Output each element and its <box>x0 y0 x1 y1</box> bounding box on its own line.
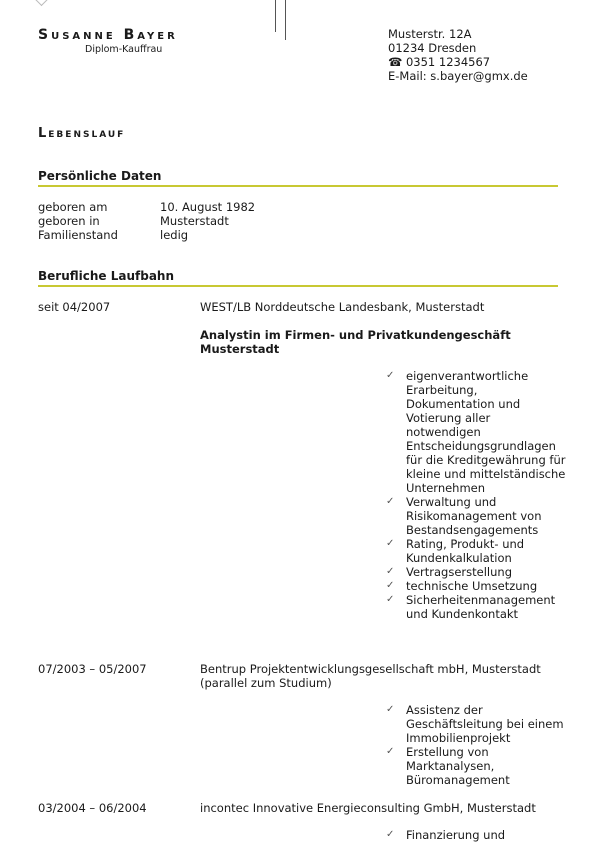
responsibility-text: Vertragserstellung <box>406 565 512 579</box>
check-icon: ✓ <box>386 580 395 591</box>
contact-address <box>388 27 528 83</box>
email: E-Mail: s.bayer@gmx.de <box>388 69 528 83</box>
phone <box>388 55 528 69</box>
city: 01234 Dresden <box>388 41 477 55</box>
responsibility-text: technische Umsetzung <box>406 579 538 593</box>
list-item <box>386 703 566 745</box>
list-item <box>386 537 566 565</box>
responsibility-text: Rating, Produkt- und Kundenkalkulation <box>406 537 525 565</box>
list-item <box>386 593 566 621</box>
list-item <box>386 745 566 787</box>
check-icon: ✓ <box>386 594 395 605</box>
phone-number: 0351 1234567 <box>405 55 491 69</box>
job-responsibilities <box>386 369 566 621</box>
decorative-line <box>275 0 276 32</box>
check-icon: ✓ <box>386 566 395 577</box>
list-item <box>386 369 566 495</box>
job-employer: incontec Innovative Energieconsulting GmbH, Musterstadt <box>200 801 536 815</box>
personal-label: geboren in <box>38 214 100 228</box>
check-icon: ✓ <box>386 746 395 757</box>
document-heading: Lebenslauf <box>38 126 126 141</box>
personal-value: Musterstadt <box>160 214 229 228</box>
decorative-line <box>285 0 286 40</box>
job-date: 07/2003 – 05/2007 <box>38 662 147 676</box>
responsibility-text: Erstellung von Marktanalysen, Büromanagement <box>406 745 510 787</box>
job-employer: WEST/LB Norddeutsche Landesbank, Musterstadt <box>200 300 485 314</box>
personal-label: Familienstand <box>38 228 118 242</box>
personal-value: 10. August 1982 <box>160 200 256 214</box>
applicant-title: Diplom-Kauffrau <box>85 44 163 55</box>
job-position: Analystin im Firmen- und Privatkundengeschäft Musterstadt <box>200 328 511 356</box>
section-career: Berufliche Laufbahn <box>38 269 558 287</box>
decorative-chevron <box>31 0 52 6</box>
job-responsibilities <box>386 703 566 787</box>
list-item <box>386 579 566 593</box>
job-responsibilities <box>386 828 566 842</box>
list-item <box>386 828 566 842</box>
check-icon: ✓ <box>386 496 395 507</box>
job-date: seit 04/2007 <box>38 300 111 314</box>
job-employer: Bentrup Projektentwicklungsgesellschaft mbH, Musterstadt (parallel zum Studium) <box>200 662 541 690</box>
street: Musterstr. 12A <box>388 27 472 41</box>
personal-label: geboren am <box>38 200 108 214</box>
check-icon: ✓ <box>386 829 395 840</box>
job-date: 03/2004 – 06/2004 <box>38 801 147 815</box>
responsibility-text: Assistenz der Geschäftsleitung bei einem Immobilienprojekt <box>406 703 564 745</box>
list-item <box>386 565 566 579</box>
phone-icon: ☎ <box>388 55 403 69</box>
personal-value: ledig <box>160 228 189 242</box>
responsibility-text: Verwaltung und Risikomanagement von Bestandsengagements <box>406 495 542 537</box>
check-icon: ✓ <box>386 538 395 549</box>
responsibility-text: Finanzierung und <box>406 828 506 842</box>
check-icon: ✓ <box>386 704 395 715</box>
list-item <box>386 495 566 537</box>
responsibility-text: Sicherheitenmanagement und Kundenkontakt <box>406 593 556 621</box>
responsibility-text: eigenverantwortliche Erarbeitung, Dokumentation und Votierung aller notwendigen Entscheidungsgrundlagen für die Kreditgewährung für kleine und mittelständische Unternehmen <box>406 369 566 495</box>
check-icon: ✓ <box>386 370 395 381</box>
section-personal-data: Persönliche Daten <box>38 169 558 187</box>
applicant-name: Susanne Bayer <box>38 27 178 43</box>
